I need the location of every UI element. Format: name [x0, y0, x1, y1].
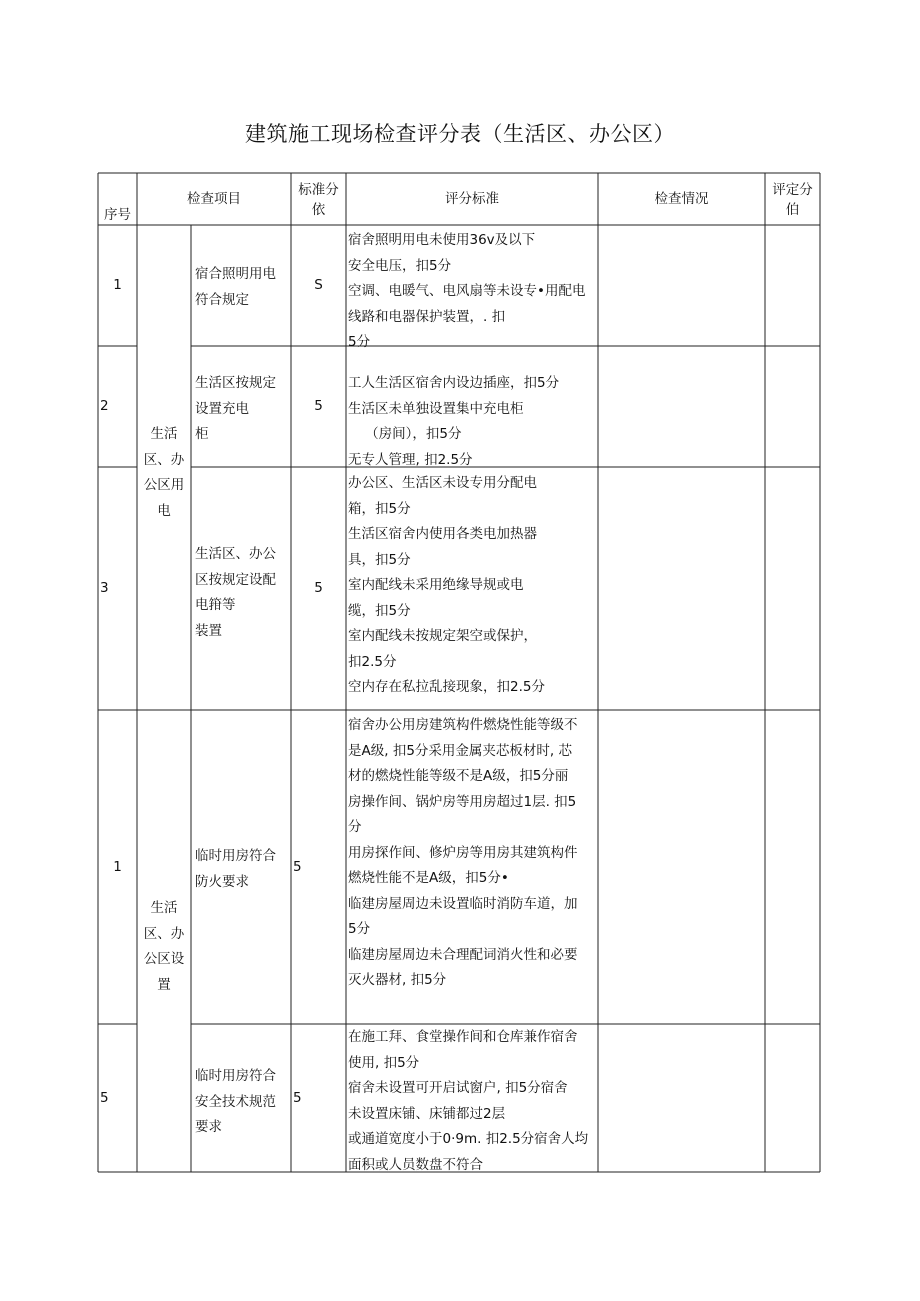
row1-item: 宿合照明用电 符合规定 — [195, 266, 276, 308]
header-situation: 检查情况 — [654, 191, 709, 207]
row4-std: 5 — [293, 859, 302, 875]
row3-item: 生活区、办公 区按规定设配 电箝等 装置 — [195, 546, 276, 639]
group-facility: 生活 区、办 公区设 置 — [143, 900, 185, 993]
row3-criteria: 办公区、生活区未设专用分配电 箱，扣5分 生活区宿舍内使用各类电加热器 具，扣5分 室内配线未采用绝缘导规或电 缆，扣5分 室内配线未按规定架空或保护， 扣2.5分 空内存在私拉乱接现象，扣2.5分 — [348, 475, 545, 695]
row4-seq: 1 — [113, 859, 122, 875]
row2-seq: 2 — [100, 398, 109, 414]
row5-item: 临时用房符合 安全技术规范 要求 — [195, 1068, 276, 1135]
row1-std: S — [314, 277, 323, 293]
row2-criteria: 工人生活区宿舍内设边插座，扣5分 生活区未单独设置集中充电柜 （房间），扣5分 无专人管理, 扣2.5分 — [348, 375, 560, 468]
header-seq: 序号 — [104, 207, 131, 223]
header-criteria: 评分标准 — [445, 191, 499, 207]
row3-std: 5 — [314, 580, 323, 596]
row2-std: 5 — [314, 398, 323, 414]
row1-criteria: 宿舍照明用电未使用36v及以下 安全电压，扣5分 空调、电暖气、电风扇等未设专•用配电 线路和电器保护装置，. 扣 5分 — [348, 232, 586, 350]
row3-seq: 3 — [100, 580, 109, 596]
row4-criteria: 宿舍办公用房建筑构件燃烧性能等级不 是A级, 扣5分采用金属夹芯板材时, 芯 材的燃烧性能等级不是A级，扣5分丽 房操作间、锅炉房等用房超过1层. 扣5 分 用房探作间、修炉房等用房其建筑构件 燃烧性能不是A级，扣5分• 临建房屋周边未设置临时消防车道，加 5分 临建房屋周边未合理配词消火性和必要 灭火器材, 扣5分 — [348, 717, 578, 988]
group-electricity: 生活 区、办 公区用 电 — [143, 426, 185, 519]
header-std: 标准分 依 — [298, 182, 339, 218]
page-title: 建筑施工现场检查评分表（生活区、办公区） — [245, 122, 675, 146]
row5-criteria: 在施工拜、食堂操作间和仓库兼作宿舍 使用, 扣5分 宿舍未设置可开启试窗户, 扣5分宿舍 未设置床铺、床铺都过2层 或通道宽度小于0·9m. 扣2.5分宿舍人均 面积或人员数盘不符合 — [348, 1029, 589, 1173]
header-item: 检查项目 — [187, 191, 241, 207]
row5-std: 5 — [293, 1090, 302, 1106]
row2-item: 生活区按规定 设置充电 柜 — [195, 375, 276, 442]
header-score: 评定分 伯 — [772, 182, 813, 218]
row4-item: 临时用房符合 防火要求 — [195, 848, 276, 890]
row1-seq: 1 — [113, 277, 122, 293]
row5-seq: 5 — [100, 1090, 109, 1106]
